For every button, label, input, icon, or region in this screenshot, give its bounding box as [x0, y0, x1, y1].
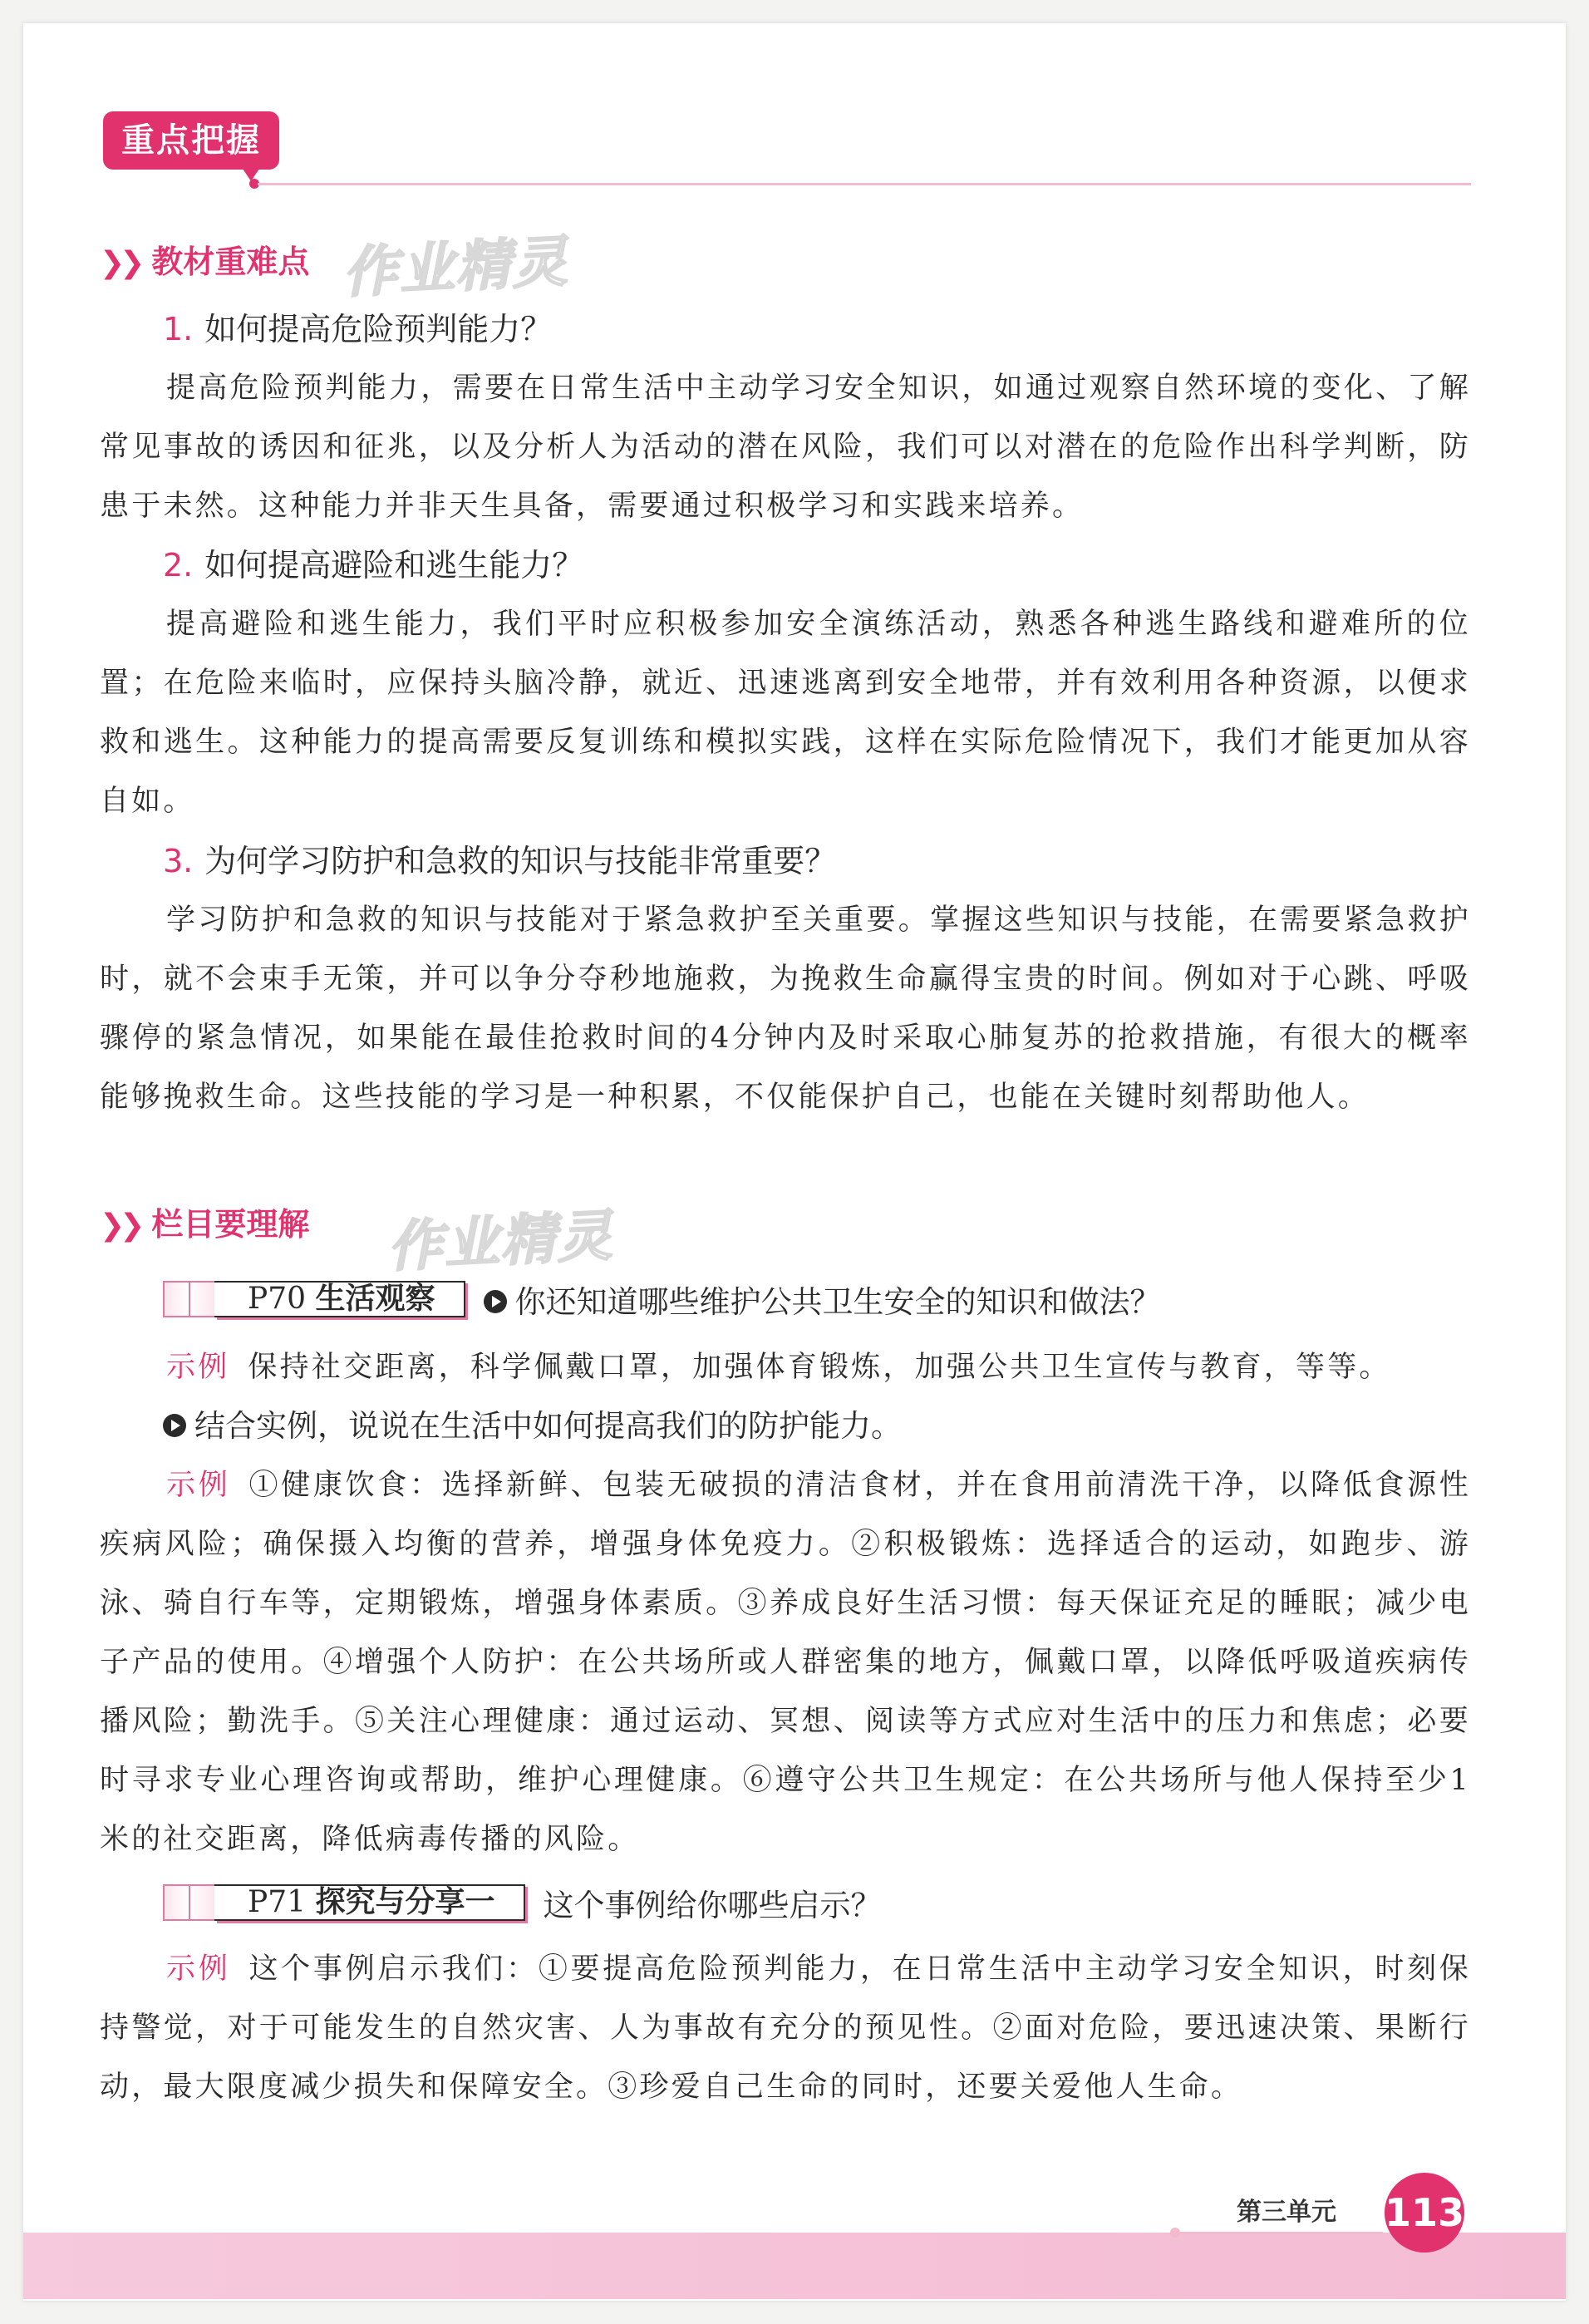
watermark: 作业精灵: [341, 229, 571, 306]
answer-1: 提高危险预判能力，需要在日常生活中主动学习安全知识，如通过观察自然环境的变化、了解常见事故的诱因和征兆，以及分析人为活动的潜在风险，我们可以对潜在的危险作出科学判断，防患于未然。这种能力并非天生具备，需要通过积极学习和实践来培养。: [100, 372, 1471, 523]
column-label: P70 生活观察: [214, 1281, 465, 1317]
column-p71: [163, 1882, 882, 1923]
page-number: 113: [1385, 2173, 1464, 2253]
unit-label: 第三单元: [1237, 2198, 1336, 2227]
column-question: 你还知道哪些维护公共卫生安全的知识和做法？: [484, 1277, 1161, 1322]
question-2: 2. 如何提高避险和逃生能力？: [163, 547, 584, 583]
column-label: P71 探究与分享一: [214, 1884, 525, 1921]
book-icon: [163, 1884, 214, 1921]
section-columns: ❯❯ 栏目要理解: [100, 1206, 310, 1243]
footer-band: [23, 2233, 1566, 2299]
footer-rule: [1175, 2232, 1383, 2234]
play-bullet-icon: [484, 1290, 507, 1313]
book-icon: [163, 1281, 214, 1317]
answer-3: 学习防护和急救的知识与技能对于紧急救护至关重要。掌握这些知识与技能，在需要紧急救护时，就不会束手无策，并可以争分夺秒地施救，为挽救生命赢得宝贵的时间。例如对于心跳、呼吸骤停的紧急情况，如果能在最佳抢救时间的4分钟内及时采取心肺复苏的抢救措施，有很大的概率能够挽救生命。这些技能的学习是一种积累，不仅能保护自己，也能在关键时刻帮助他人。: [100, 904, 1471, 1114]
example-p71: 示例 这个事例启示我们：①要提高危险预判能力，在日常生活中主动学习安全知识，时刻保持警觉，对于可能发生的自然灾害、人为事故有充分的预见性。②面对危险，要迅速决策、果断行动，最大限度减少损失和保障安全。③珍爱自己生命的同时，还要关爱他人生命。: [100, 1952, 1472, 2104]
question-1: 1. 如何提高危险预判能力？: [163, 311, 553, 347]
key-points-badge: 重点把握: [103, 111, 279, 170]
answer-2: 提高避险和逃生能力，我们平时应积极参加安全演练活动，熟悉各种逃生路线和避难所的位置；在危险来临时，应保持头脑冷静，就近、迅速逃离到安全地带，并有效利用各种资源，以便求救和逃生。这种能力的提高需要反复训练和模拟实践，这样在实际危险情况下，我们才能更加从容自如。: [100, 608, 1471, 818]
play-bullet-icon: [163, 1414, 186, 1437]
double-chevron-icon: ❯❯: [100, 1209, 140, 1243]
section-difficulties: ❯❯ 教材重难点: [100, 244, 310, 280]
double-chevron-icon: ❯❯: [100, 246, 140, 280]
header-rule: [258, 183, 1471, 185]
question-3: 3. 为何学习防护和急救的知识与技能非常重要？: [163, 843, 837, 879]
example-p70-2: 示例 ①健康饮食：选择新鲜、包装无破损的清洁食材，并在食用前清洗干净，以降低食源性疾病风险；确保摄入均衡的营养，增强身体免疫力。②积极锻炼：选择适合的运动，如跑步、游泳、骑自行车等，定期锻炼，增强身体素质。③养成良好生活习惯：每天保证充足的睡眠；减少电子产品的使用。④增强个人防护：在公共场所或人群密集的地方，佩戴口罩，以降低呼吸道疾病传播风险；勤洗手。⑤关注心理健康：通过运动、冥想、阅读等方式应对生活中的压力和焦虑；必要时寻求专业心理咨询或帮助，维护心理健康。⑥遵守公共卫生规定：在公共场所与他人保持至少1米的社交距离，降低病毒传播的风险。: [100, 1469, 1472, 1856]
example-p70: 示例 保持社交距离，科学佩戴口罩，加强体育锻炼，加强公共卫生宣传与教育，等等。: [166, 1351, 1391, 1384]
column-p70: [163, 1278, 1161, 1320]
watermark: 作业精灵: [386, 1203, 616, 1280]
column-question: 这个事例给你哪些启示？: [543, 1888, 882, 1923]
question-p70-2: 结合实例，说说在生活中如何提高我们的防护能力。: [163, 1405, 902, 1448]
